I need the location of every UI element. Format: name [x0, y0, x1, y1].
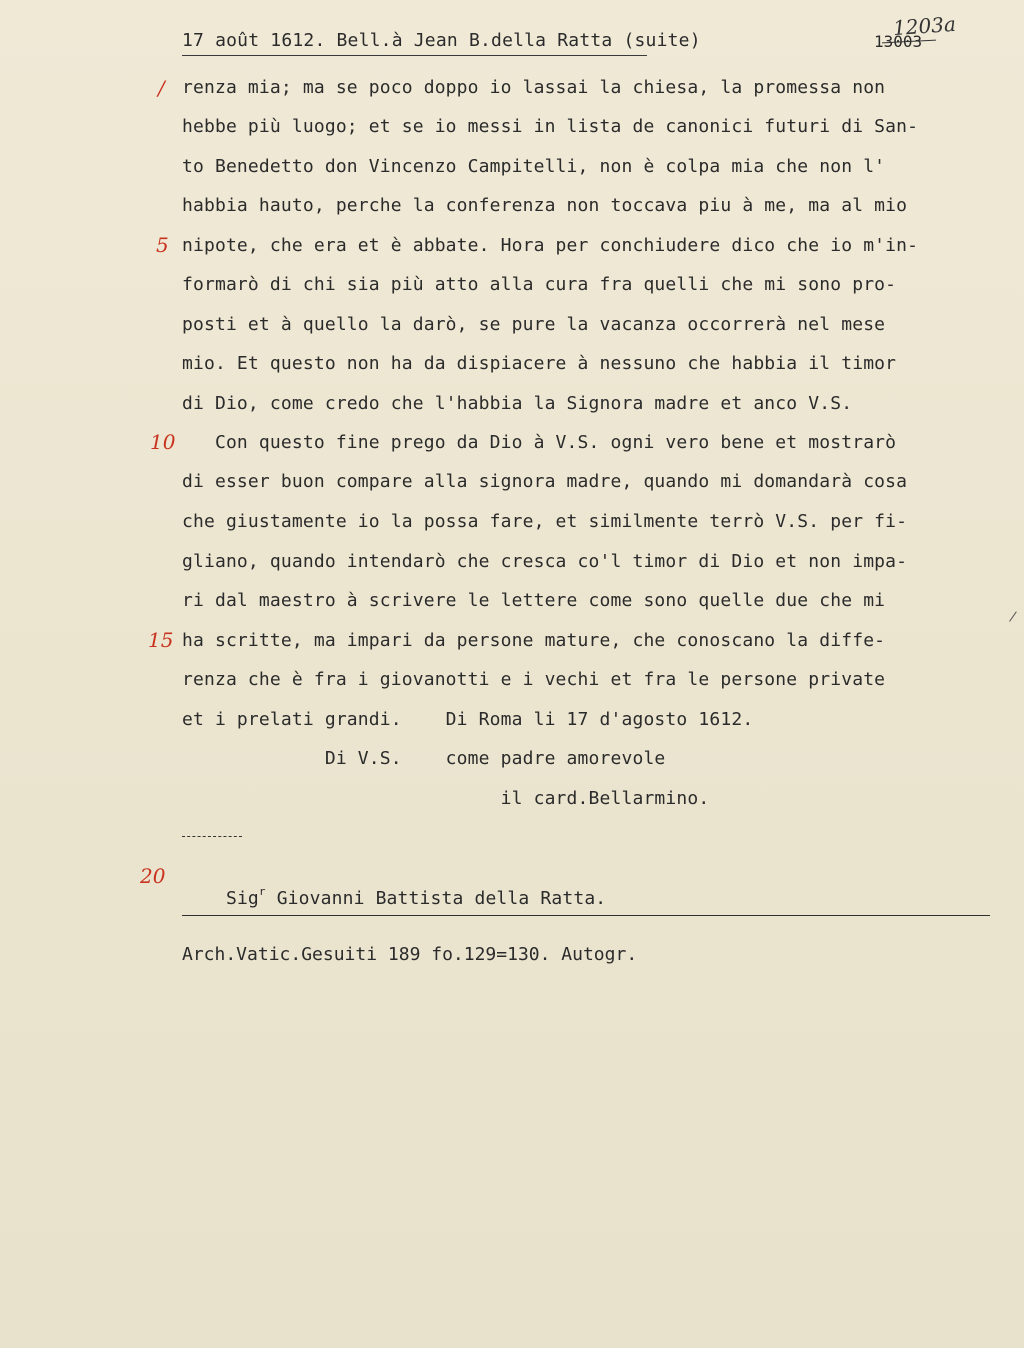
text-line: ha scritte, ma impari da persone mature, che conoscano la diffe- [182, 630, 886, 651]
text-line: hebbe più luogo; et se io messi in lista de canonici futuri di San- [182, 116, 919, 137]
line-marker-10: 10 [150, 430, 176, 454]
line-marker-20: 20 [140, 864, 166, 888]
text-line: nipote, che era et è abbate. Hora per conchiudere dico che io m'in- [182, 235, 919, 256]
text-line: renza mia; ma se poco doppo io lassai la chiesa, la promessa non [182, 77, 886, 98]
text-line: gliano, quando intendarò che cresca co'l timor di Dio et non impa- [182, 551, 908, 572]
addressee-sup: r [258, 885, 266, 898]
typed-page-number: 13003 [874, 32, 923, 51]
text-line: ri dal maestro à scrivere le lettere come sono quelle due che mi [182, 590, 886, 611]
handwritten-page-number: 1203a [892, 11, 957, 41]
signature-line: Di V.S. come padre amorevole [182, 748, 666, 769]
addressee-line [182, 866, 606, 930]
text-line: formarò di chi sia più atto alla cura fra quelli che mi sono pro- [182, 274, 897, 295]
line-marker-15: 15 [148, 628, 174, 652]
archive-reference: Arch.Vatic.Gesuiti 189 fo.129=130. Autogr. [182, 944, 638, 965]
text-line: to Benedetto don Vincenzo Campitelli, non è colpa mia che non l' [182, 156, 886, 177]
text-line: mio. Et questo non ha da dispiacere à nessuno che habbia il timor [182, 353, 897, 374]
edge-pencil-mark [1009, 611, 1021, 624]
header-underline [182, 55, 647, 56]
addressee-prefix: Sig [225, 888, 259, 909]
text-line: habbia hauto, perche la conferenza non toccava piu à me, ma al mio [182, 195, 908, 216]
page-header: 17 août 1612. Bell.à Jean B.della Ratta (suite) [182, 30, 701, 51]
line-marker-5: 5 [156, 233, 169, 257]
text-line: di esser buon compare alla signora madre, quando mi domandarà cosa [182, 471, 908, 492]
text-line: et i prelati grandi. Di Roma li 17 d'agosto 1612. [182, 709, 754, 730]
text-line: di Dio, come credo che l'habbia la Signora madre et anco V.S. [182, 393, 853, 414]
footer-rule [182, 915, 990, 916]
line-marker-1: / [158, 76, 165, 100]
text-line: che giustamente io la possa fare, et similmente terrò V.S. per fi- [182, 511, 908, 532]
signature-name: il card.Bellarmino. [182, 788, 710, 809]
text-line: Con questo fine prego da Dio à V.S. ogni vero bene et mostrarò [182, 432, 897, 453]
text-line: renza che è fra i giovanotti e i vechi et fra le persone private [182, 669, 886, 690]
separator-dashes [182, 836, 242, 837]
addressee-name: Giovanni Battista della Ratta. [265, 888, 607, 909]
text-line: posti et à quello la darò, se pure la vacanza occorrerà nel mese [182, 314, 886, 335]
